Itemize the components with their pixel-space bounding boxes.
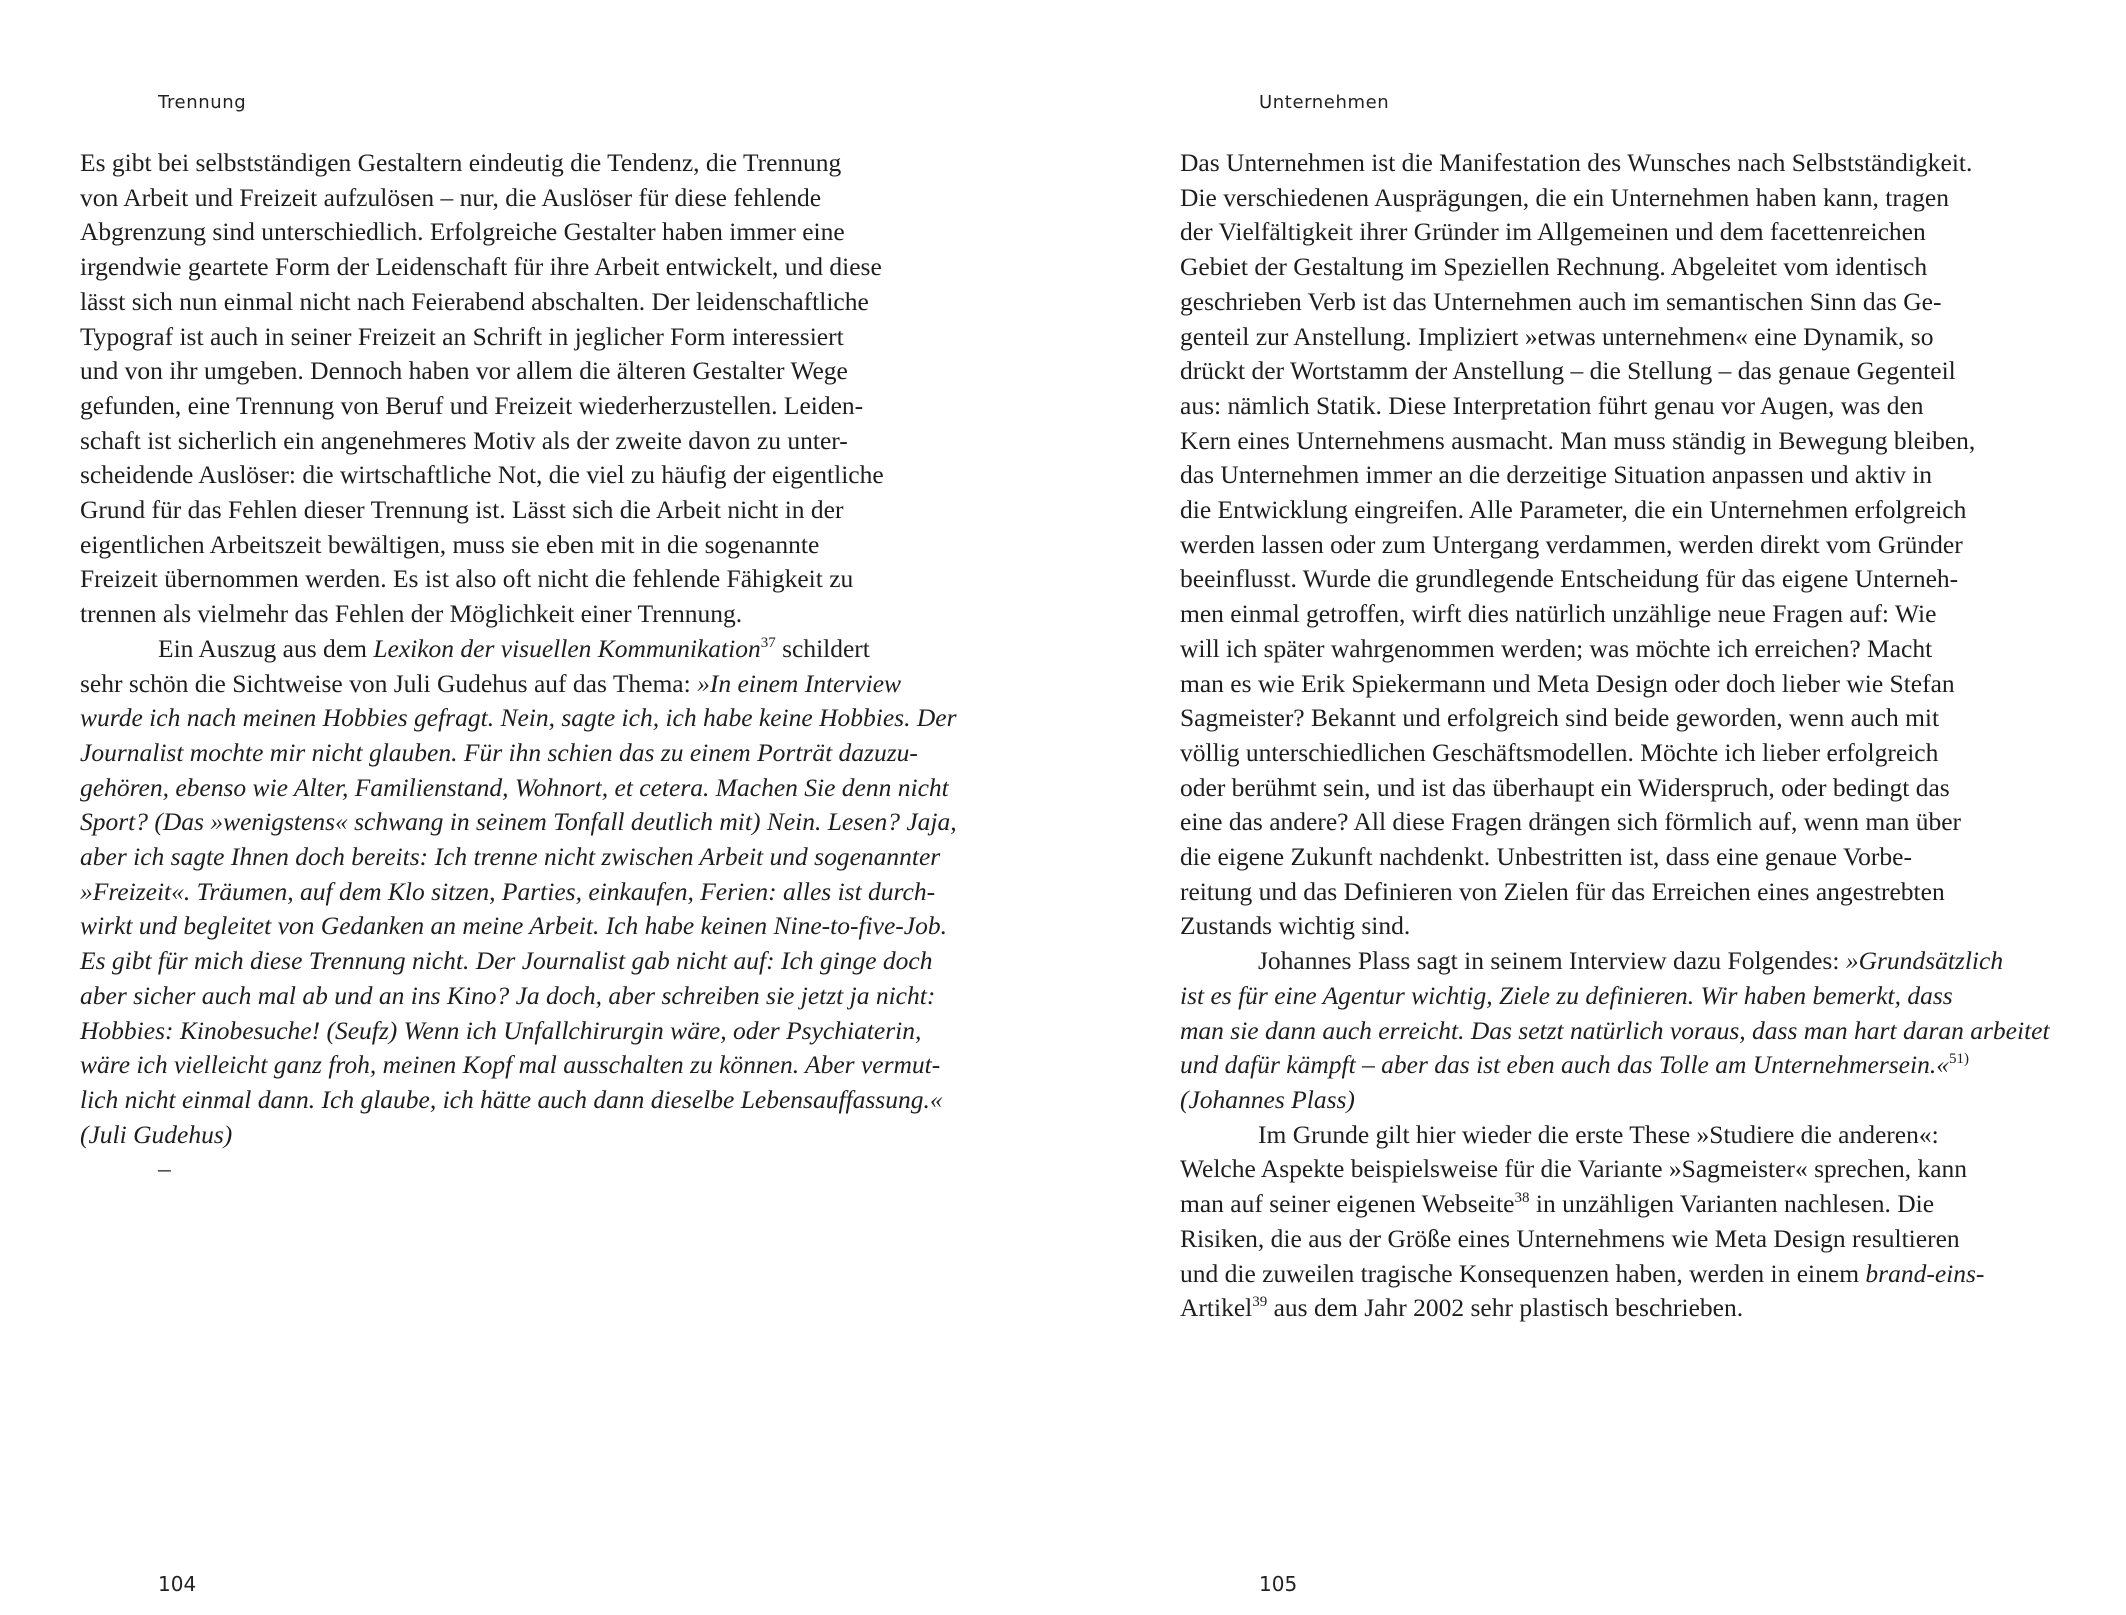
text-line: Typograf ist auch in seiner Freizeit an Schrift in jeglicher Form interessiert [80, 321, 844, 351]
quote-text: »Grundsätzlich [1845, 946, 2004, 976]
quote-line: Sport? (Das »wenigstens« schwang in seinem Tonfall deutlich mit) Nein. Lesen? Jaja, [80, 807, 957, 837]
text-line: Freizeit übernommen werden. Es ist also oft nicht die fehlende Fähigkeit zu [80, 564, 854, 594]
right-page [1063, 0, 2126, 1615]
text-line: reitung und das Definieren von Zielen für das Erreichen eines angestrebten [1180, 876, 1945, 906]
text-line: Welche Aspekte beispielsweise für die Variante »Sagmeister« sprechen, kann [1180, 1154, 1968, 1184]
text-line: eigentlichen Arbeitszeit bewältigen, muss sie eben mit in die sogenannte [80, 529, 820, 559]
text-line: oder berühmt sein, und ist das überhaupt ein Widerspruch, oder bedingt das [1180, 772, 1950, 802]
text-line: man es wie Erik Spiekermann und Meta Design oder doch lieber wie Stefan [1180, 668, 1955, 698]
text-line: trennen als vielmehr das Fehlen der Möglichkeit einer Trennung. [80, 599, 743, 629]
text-line: schaft ist sicherlich ein angenehmeres Motiv als der zweite davon zu unter- [80, 425, 848, 455]
text-line: beeinflusst. Wurde die grundlegende Entscheidung für das eigene Unterneh- [1180, 564, 1959, 594]
body-text [1180, 146, 2050, 1326]
section-end-dash: – [158, 1154, 171, 1184]
text-line: die Entwicklung eingreifen. Alle Parameter, die ein Unternehmen erfolgreich [1180, 495, 1967, 525]
text-line: gefunden, eine Trennung von Beruf und Freizeit wiederherzustellen. Leiden- [80, 390, 864, 420]
text-line: Zustands wichtig sind. [1180, 911, 1411, 941]
text-line: Ein Auszug aus dem Lexikon der visuellen Kommunikation$^{37}$ schildert [158, 633, 870, 663]
quote-line: wäre ich vielleicht ganz froh, meinen Kopf mal ausschalten zu können. Aber vermut- [80, 1050, 941, 1080]
text-line: die eigene Zukunft nachdenkt. Unbestritten ist, dass eine genaue Vorbe- [1180, 842, 1912, 872]
running-head: Unternehmen [1259, 92, 1390, 113]
body-text [80, 146, 957, 1187]
quote-line: wurde ich nach meinen Hobbies gefragt. Nein, sagte ich, ich habe keine Hobbies. Der [80, 703, 957, 733]
text-line: Im Grunde gilt hier wieder die erste These »Studiere die anderen«: [1258, 1119, 1939, 1149]
quote-line: Journalist mochte mir nicht glauben. Für ihn schien das zu einem Porträt dazuzu- [80, 737, 918, 767]
quote-line: gehören, ebenso wie Alter, Familienstand, Wohnort, et cetera. Machen Sie denn nicht [80, 772, 949, 802]
text-line: und von ihr umgeben. Dennoch haben vor allem die älteren Gestalter Wege [80, 356, 848, 386]
quote-line: und dafür kämpft – aber das ist eben auch das Tolle am Unternehmersein.«$^{51)}$ [1180, 1050, 1969, 1080]
quote-attribution: (Juli Gudehus) [80, 1119, 233, 1149]
text-line: Grund für das Fehlen dieser Trennung ist. Lässt sich die Arbeit nicht in der [80, 495, 844, 525]
text-line: genteil zur Anstellung. Impliziert »etwas unternehmen« eine Dynamik, so [1180, 321, 1934, 351]
quote-line: man sie dann auch erreicht. Das setzt natürlich voraus, dass man hart daran arbeitet [1180, 1015, 2050, 1045]
text-line: von Arbeit und Freizeit aufzulösen – nur, die Auslöser für diese fehlende [80, 182, 822, 212]
text-line: sehr schön die Sichtweise von Juli Gudehus auf das Thema: »In einem Interview [80, 668, 902, 698]
text-line: Kern eines Unternehmens ausmacht. Man muss ständig in Bewegung bleiben, [1180, 425, 1976, 455]
quote-line: ist es für eine Agentur wichtig, Ziele zu definieren. Wir haben bemerkt, dass [1180, 980, 1953, 1010]
text-line: scheidende Auslöser: die wirtschaftliche Not, die viel zu häufig der eigentliche [80, 460, 884, 490]
text-line: Johannes Plass sagt in seinem Interview dazu Folgendes: »Grundsätzlich [1258, 946, 2004, 976]
text-line: Abgrenzung sind unterschiedlich. Erfolgreiche Gestalter haben immer eine [80, 217, 845, 247]
text-line: eine das andere? All diese Fragen drängen sich förmlich auf, wenn man über [1180, 807, 1961, 837]
text-line: man auf seiner eigenen Webseite$^{38}$ in unzähligen Varianten nachlesen. Die [1180, 1189, 1935, 1219]
text-line: Es gibt bei selbstständigen Gestaltern eindeutig die Tendenz, die Trennung [80, 148, 842, 177]
magazine-title: brand-eins- [1865, 1258, 1985, 1288]
quote-line: aber sicher auch mal ab und an ins Kino? Ja doch, aber schreiben sie jetzt ja nicht: [80, 980, 936, 1010]
quote-attribution: (Johannes Plass) [1180, 1084, 1355, 1114]
text-line: Artikel$^{39}$ aus dem Jahr 2002 sehr plastisch beschrieben. [1180, 1293, 1744, 1323]
text-line: Risiken, die aus der Größe eines Unternehmens wie Meta Design resultieren [1180, 1223, 1960, 1253]
text-line: Die verschiedenen Ausprägungen, die ein Unternehmen haben kann, tragen [1180, 182, 1949, 212]
footnote-ref: 39 [1252, 1294, 1268, 1311]
text-line: aus: nämlich Statik. Diese Interpretation führt genau vor Augen, was den [1180, 390, 1924, 420]
footnote-ref: 38 [1514, 1190, 1530, 1207]
text-line: geschrieben Verb ist das Unternehmen auch im semantischen Sinn das Ge- [1180, 286, 1942, 316]
page-number: 104 [158, 1572, 197, 1596]
text-line: Sagmeister? Bekannt und erfolgreich sind beide geworden, wenn auch mit [1180, 703, 1940, 733]
footnote-ref: 51) [1948, 1051, 1969, 1068]
text-line: drückt der Wortstamm der Anstellung – die Stellung – das genaue Gegenteil [1180, 356, 1956, 386]
quote-line: »Freizeit«. Träumen, auf dem Klo sitzen, Parties, einkaufen, Ferien: alles ist durch- [80, 876, 936, 906]
text-line: Das Unternehmen ist die Manifestation des Wunsches nach Selbstständigkeit. [1180, 148, 1973, 177]
footnote-ref: 37 [760, 634, 776, 651]
page-number: 105 [1259, 1572, 1298, 1596]
text-line: werden lassen oder zum Untergang verdammen, werden direkt vom Gründer [1180, 529, 1963, 559]
text-line: das Unternehmen immer an die derzeitige Situation anpassen und aktiv in [1180, 460, 1933, 490]
quote-line: Hobbies: Kinobesuche! (Seufz) Wenn ich Unfallchirurgin wäre, oder Psychiaterin, [80, 1015, 922, 1045]
text-line: men einmal getroffen, wirft dies natürlich unzählige neue Fragen auf: Wie [1180, 599, 1937, 629]
book-title: Lexikon der visuellen Kommunikation [373, 633, 761, 663]
text-line: völlig unterschiedlichen Geschäftsmodellen. Möchte ich lieber erfolgreich [1180, 737, 1939, 767]
quote-line: lich nicht einmal dann. Ich glaube, ich hätte auch dann dieselbe Lebensauffassung.« [80, 1084, 943, 1114]
quote-line: wirkt und begleitet von Gedanken an meine Arbeit. Ich habe keinen Nine-to-five-Job. [80, 911, 947, 941]
text-line: und die zuweilen tragische Konsequenzen haben, werden in einem brand-eins- [1180, 1258, 1985, 1288]
running-head: Trennung [158, 92, 247, 113]
text-line: will ich später wahrgenommen werden; was möchte ich erreichen? Macht [1180, 633, 1933, 663]
quote-line: Es gibt für mich diese Trennung nicht. Der Journalist gab nicht auf: Ich ginge doch [80, 946, 933, 976]
text-line: Gebiet der Gestaltung im Speziellen Rechnung. Abgeleitet vom identisch [1180, 252, 1928, 282]
quote-text: »In einem Interview [697, 668, 902, 698]
quote-line: aber ich sagte Ihnen doch bereits: Ich trenne nicht zwischen Arbeit und sogenannter [80, 842, 941, 872]
text-line: irgendwie geartete Form der Leidenschaft für ihre Arbeit entwickelt, und diese [80, 252, 882, 282]
text-line: lässt sich nun einmal nicht nach Feierabend abschalten. Der leidenschaftliche [80, 286, 869, 316]
text-line: der Vielfältigkeit ihrer Gründer im Allgemeinen und dem facettenreichen [1180, 217, 1926, 247]
